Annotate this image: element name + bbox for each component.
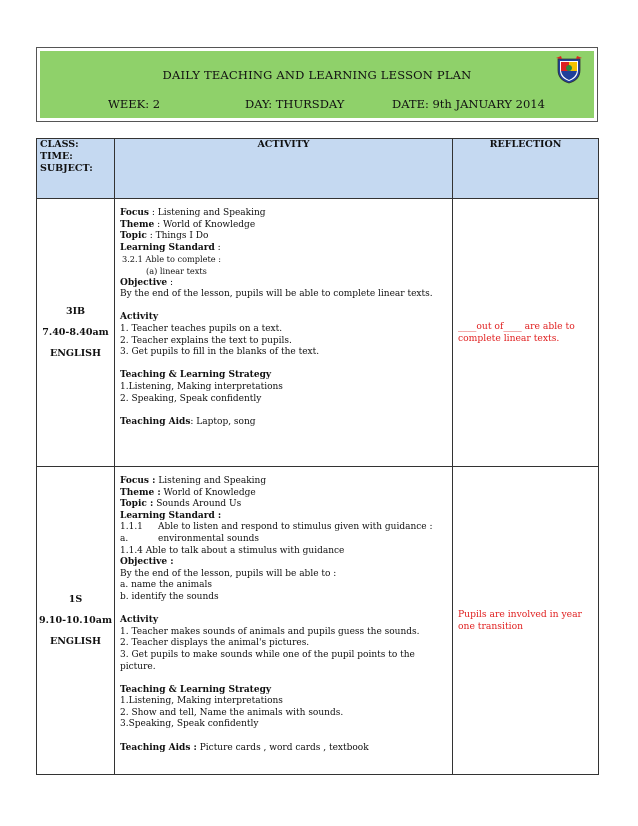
subject-name: ENGLISH [50,636,101,647]
aids-line [120,417,448,429]
topic-value: Sounds Around Us [153,499,242,510]
week-label: WEEK: 2 [108,97,161,111]
activity-step: 1. Teacher makes sounds of animals and pupils guess the sounds. [120,626,420,637]
objective-label: Objective : [120,557,174,568]
learning-standard-label: Learning Standard : [120,510,222,521]
learning-standard-subitem: (a) linear texts [146,265,207,276]
aids-line [120,743,448,755]
theme-line [120,488,448,500]
ls-text: Able to listen and respond to stimulus given with guidance : [158,522,433,533]
aids-label: Teaching Aids : [120,742,197,753]
learning-standard-item [120,522,448,534]
strategy-item: 1.Listening, Making interpretations [120,696,283,707]
focus-label: Focus [120,208,149,218]
header-box [36,47,598,122]
class-name: 1S [68,594,83,605]
focus-label: Focus : [120,476,156,486]
reflection-cell: ____out of____ are able to complete linear texts. [453,199,599,467]
activity-step: 3. Get pupils to make sounds while one of the pupil points to the picture. [120,649,415,672]
class-name: 3IB [65,306,86,317]
activity-step: 2. Teacher displays the animal's pictures. [120,638,310,649]
focus-value: : Listening and Speaking [149,208,266,218]
objective-line [120,278,448,290]
strategy-item: 2. Show and tell, Name the animals with sounds. [120,707,344,718]
learning-standard-line [120,243,448,255]
theme-value: World of Knowledge [160,487,256,498]
activity-step: 2. Teacher explains the text to pupils. [120,335,292,346]
strategy-item: 1.Listening, Making interpretations [120,381,283,392]
header-class-label: CLASS: [40,139,79,150]
activity-cell [115,467,453,775]
objective-colon: : [167,277,174,288]
lesson-class-cell [37,467,115,775]
objective-text: By the end of the lesson, pupils will be able to : [120,568,337,579]
ls-sub-number: a. [120,533,129,544]
school-crest-logo [554,55,584,85]
lesson-plan-table [36,138,599,775]
topic-label: Topic : [120,499,154,510]
learning-standard-label: Learning Standard [120,242,215,253]
ls-sub-text: environmental sounds [158,533,259,544]
focus-value: Listening and Speaking [155,476,267,486]
theme-value: : World of Knowledge [154,219,256,230]
topic-line [120,499,448,511]
table-row [37,467,599,775]
strategy-label: Teaching & Learning Strategy [120,684,272,695]
subject-name: ENGLISH [50,348,101,359]
date-label: DATE: 9th JANUARY 2014 [392,97,545,111]
theme-line [120,220,448,232]
ls-number: 1.1.1 [120,522,143,533]
lesson-time: 7.40-8.40am [42,327,109,338]
objective-label: Objective [120,277,168,288]
focus-line [120,208,448,220]
activity-label: Activity [120,615,159,626]
objective-item: a. name the animals [120,580,213,591]
theme-label: Theme : [120,487,161,498]
objective-text: By the end of the lesson, pupils will be able to complete linear texts. [120,289,433,300]
aids-label: Teaching Aids [120,416,191,427]
strategy-item: 3.Speaking, Speak confidently [120,719,259,730]
lesson-time: 9.10-10.10am [38,615,113,626]
activity-step: 3. Get pupils to fill in the blanks of the text. [120,347,320,358]
header-class-time-subject [37,139,115,199]
table-header-row [37,139,599,199]
learning-standard-subitem [120,534,448,546]
table-row [37,199,599,467]
topic-label: Topic [120,231,147,242]
header-reflection: REFLECTION [453,139,599,199]
learning-standard-item: 3.2.1 Able to complete : [122,254,221,265]
focus-line [120,476,448,488]
strategy-label: Teaching & Learning Strategy [120,370,272,381]
header-activity: ACTIVITY [115,139,453,199]
header-time-label: TIME: [40,151,73,162]
topic-value: : Things I Do [146,231,209,242]
objective-item: b. identify the sounds [120,591,219,602]
plan-title: DAILY TEACHING AND LEARNING LESSON PLAN [162,68,472,82]
aids-value: Picture cards , word cards , textbook [196,742,369,753]
reflection-cell: Pupils are involved in year one transition [453,467,599,775]
theme-label: Theme [120,219,155,230]
topic-line [120,231,448,243]
learning-standard-item: 1.1.4 Able to talk about a stimulus with guidance [120,545,345,556]
header-banner [40,51,594,118]
activity-cell [115,199,453,467]
learning-standard-colon: : [214,242,221,253]
day-label: DAY: THURSDAY [245,97,345,111]
strategy-item: 2. Speaking, Speak confidently [120,393,262,404]
header-subject-label: SUBJECT: [40,163,93,174]
activity-label: Activity [120,312,159,323]
lesson-class-cell [37,199,115,467]
activity-step: 1. Teacher teaches pupils on a text. [120,323,283,334]
aids-value: : Laptop, song [190,416,256,427]
